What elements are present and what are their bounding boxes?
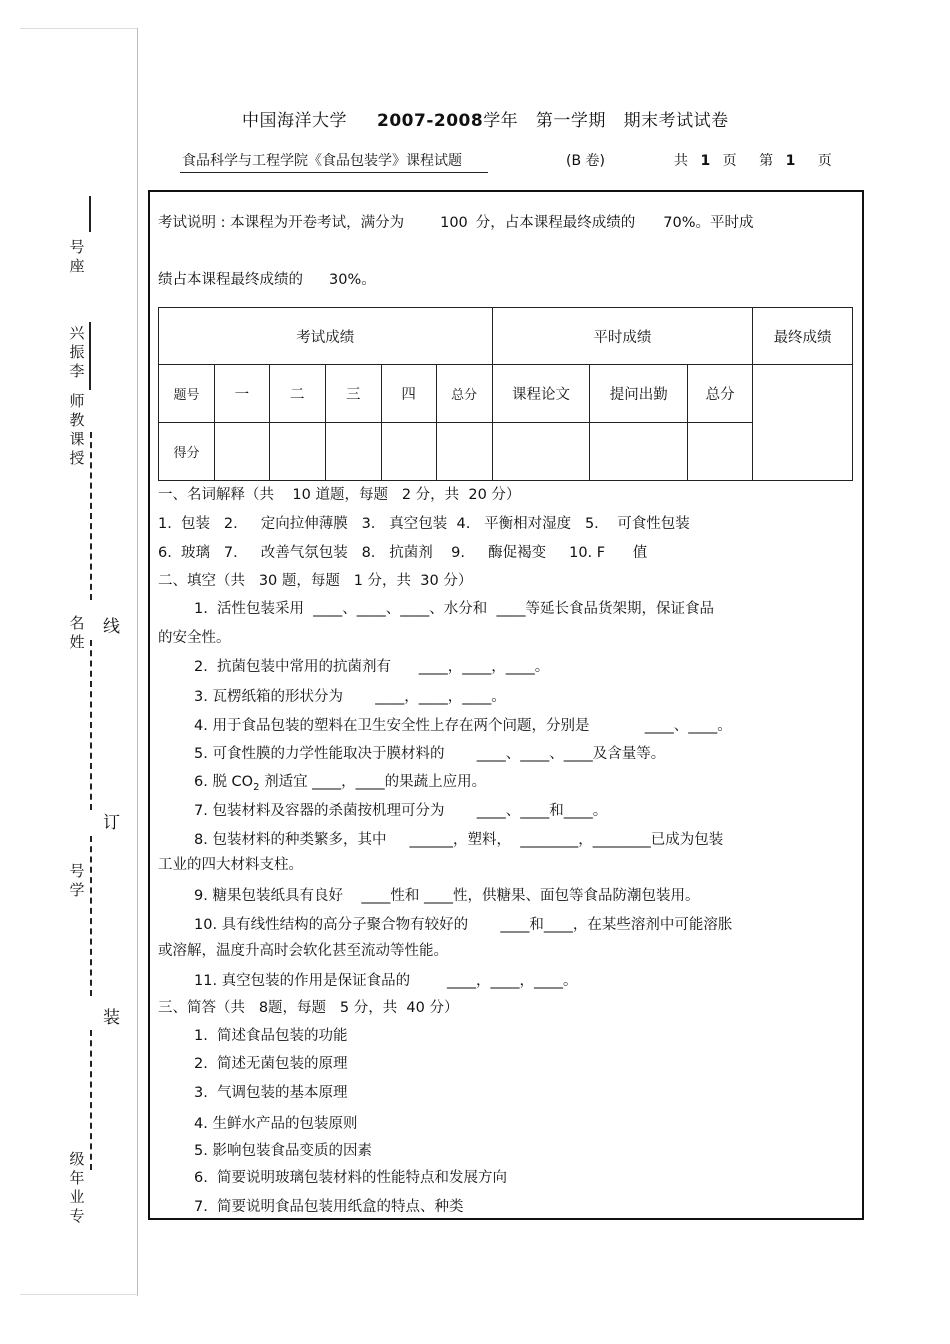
col-total-2: 总分 xyxy=(688,365,753,423)
paper-type: (B 卷) xyxy=(566,153,605,169)
short-q2: 2. 简述无菌包装的原理 xyxy=(194,1056,348,1072)
score-cell xyxy=(381,423,436,481)
fill-q10-cont: 或溶解，温度升高时会软化甚至流动等性能。 xyxy=(158,943,448,959)
teacher-field-bar xyxy=(89,322,91,390)
short-q6: 6. 简要说明玻璃包装材料的性能特点和发展方向 xyxy=(194,1170,508,1186)
binding-line-word: 线 xyxy=(103,617,120,637)
score-cell xyxy=(492,423,590,481)
short-q4: 4. 生鲜水产品的包装原则 xyxy=(194,1116,358,1132)
col-q2: 二 xyxy=(269,365,325,423)
teacher-label: 师教课授 xyxy=(69,392,85,467)
col-q3: 三 xyxy=(325,365,381,423)
binding-order-word: 订 xyxy=(103,813,120,833)
seat-field-bar xyxy=(89,196,91,232)
binding-edge-line xyxy=(137,28,138,1296)
binding-bottom-rule xyxy=(20,1294,138,1295)
section2-heading: 二、填空（共 30 题，每题 1 分，共 30 分） xyxy=(158,573,473,589)
instructions-line-2: 绩占本课程最终成绩的 30%。 xyxy=(158,272,376,288)
student-no-label: 号学 xyxy=(69,862,85,899)
fill-q4: 4. 用于食品包装的塑料在卫生安全性上存在两个问题，分别是 ____、____。 xyxy=(194,718,732,734)
fill-q10: 10. 具有线性结构的高分子聚合物有较好的 ____和____，在某些溶剂中可能溶胀 xyxy=(194,917,733,933)
fill-q3: 3. 瓦楞纸箱的形状分为 ____，____，____。 xyxy=(194,689,506,705)
section3-heading: 三、简答（共 8题，每题 5 分，共 40 分） xyxy=(158,1000,459,1016)
instructions-line-1: 考试说明 : 本课程为开卷考试，满分为 100 分，占本课程最终成绩的 70%。平时成 xyxy=(158,215,754,231)
fill-q8-cont: 工业的四大材料支柱。 xyxy=(158,857,303,873)
final-score-header: 最终成绩 xyxy=(753,308,853,365)
col-q4: 四 xyxy=(381,365,436,423)
col-q1: 一 xyxy=(214,365,269,423)
fill-q5: 5. 可食性膜的力学性能取决于膜材料的 ____、____、____及含量等。 xyxy=(194,746,666,762)
score-cell xyxy=(269,423,325,481)
name-label: 名姓 xyxy=(69,614,85,651)
fill-q6: 6. 脱 $CO_2$ 剂适宜 ____，____的果蔬上应用。 xyxy=(194,774,487,793)
col-total: 总分 xyxy=(436,365,492,423)
question-no-label: 题号 xyxy=(159,365,215,423)
course-line: 食品科学与工程学院《食品包装学》课程试题 xyxy=(182,153,462,169)
seat-no-label: 号座 xyxy=(69,238,85,275)
fill-q9: 9. 糖果包装纸具有良好 ____性和 ____性，供糖果、面包等食品防潮包装用。 xyxy=(194,888,700,904)
exam-title: 中国海洋大学 2007-2008学年 第一学期 期末考试试卷 xyxy=(242,111,729,131)
score-table xyxy=(158,307,853,481)
course-underline xyxy=(180,172,488,173)
section1-row-1: 1. 包装 2. 定向拉伸薄膜 3. 真空包装 4. 平衡相对湿度 5. 可食性包装 xyxy=(158,516,690,532)
short-q7: 7. 简要说明食品包装用纸盒的特点、种类 xyxy=(194,1199,464,1215)
binding-pack-word: 装 xyxy=(103,1008,120,1028)
fill-q2: 2. 抗菌包装中常用的抗菌剂有 ____，____，____。 xyxy=(194,659,550,675)
short-q1: 1. 简述食品包装的功能 xyxy=(194,1028,348,1044)
col-attendance: 提问出勤 xyxy=(590,365,688,423)
binding-dash-4 xyxy=(90,1030,104,1170)
score-cell xyxy=(590,423,688,481)
short-q3: 3. 气调包装的基本原理 xyxy=(194,1085,348,1101)
fill-q7: 7. 包装材料及容器的杀菌按机理可分为 ____、____和____。 xyxy=(194,803,608,819)
final-score-cell xyxy=(753,365,853,481)
exam-score-header: 考试成绩 xyxy=(159,308,493,365)
score-cell xyxy=(436,423,492,481)
regular-score-header: 平时成绩 xyxy=(492,308,753,365)
short-q5: 5. 影响包装食品变质的因素 xyxy=(194,1143,372,1159)
binding-dash-1 xyxy=(90,432,104,600)
score-cell xyxy=(688,423,753,481)
fill-q11: 11. 真空包装的作用是保证食品的 ____，____，____。 xyxy=(194,973,578,989)
major-class-label: 级年业专 xyxy=(69,1150,85,1225)
binding-dash-2 xyxy=(90,640,104,810)
binding-dash-3 xyxy=(90,836,104,996)
got-score-label: 得分 xyxy=(159,423,215,481)
score-cell xyxy=(325,423,381,481)
score-cell xyxy=(214,423,269,481)
col-paper: 课程论文 xyxy=(492,365,590,423)
section1-heading: 一、名词解释（共 10 道题，每题 2 分，共 20 分） xyxy=(158,487,521,503)
fill-q1-cont: 的安全性。 xyxy=(158,630,231,646)
teacher-name: 兴振李 xyxy=(69,324,85,380)
fill-q1: 1. 活性包装采用 ____、____、____、水分和 ____等延长食品货架期，保证食品 xyxy=(194,601,714,617)
section1-row-2: 6. 玻璃 7. 改善气氛包装 8. 抗菌剂 9. 酶促褐变 10. F 值 xyxy=(158,545,648,561)
binding-top-rule xyxy=(20,28,138,29)
page-info: 共 1 页 第 1 页 xyxy=(674,153,832,169)
fill-q8: 8. 包装材料的种类繁多，其中 ______，塑料， ________，________已成为包装 xyxy=(194,832,724,848)
